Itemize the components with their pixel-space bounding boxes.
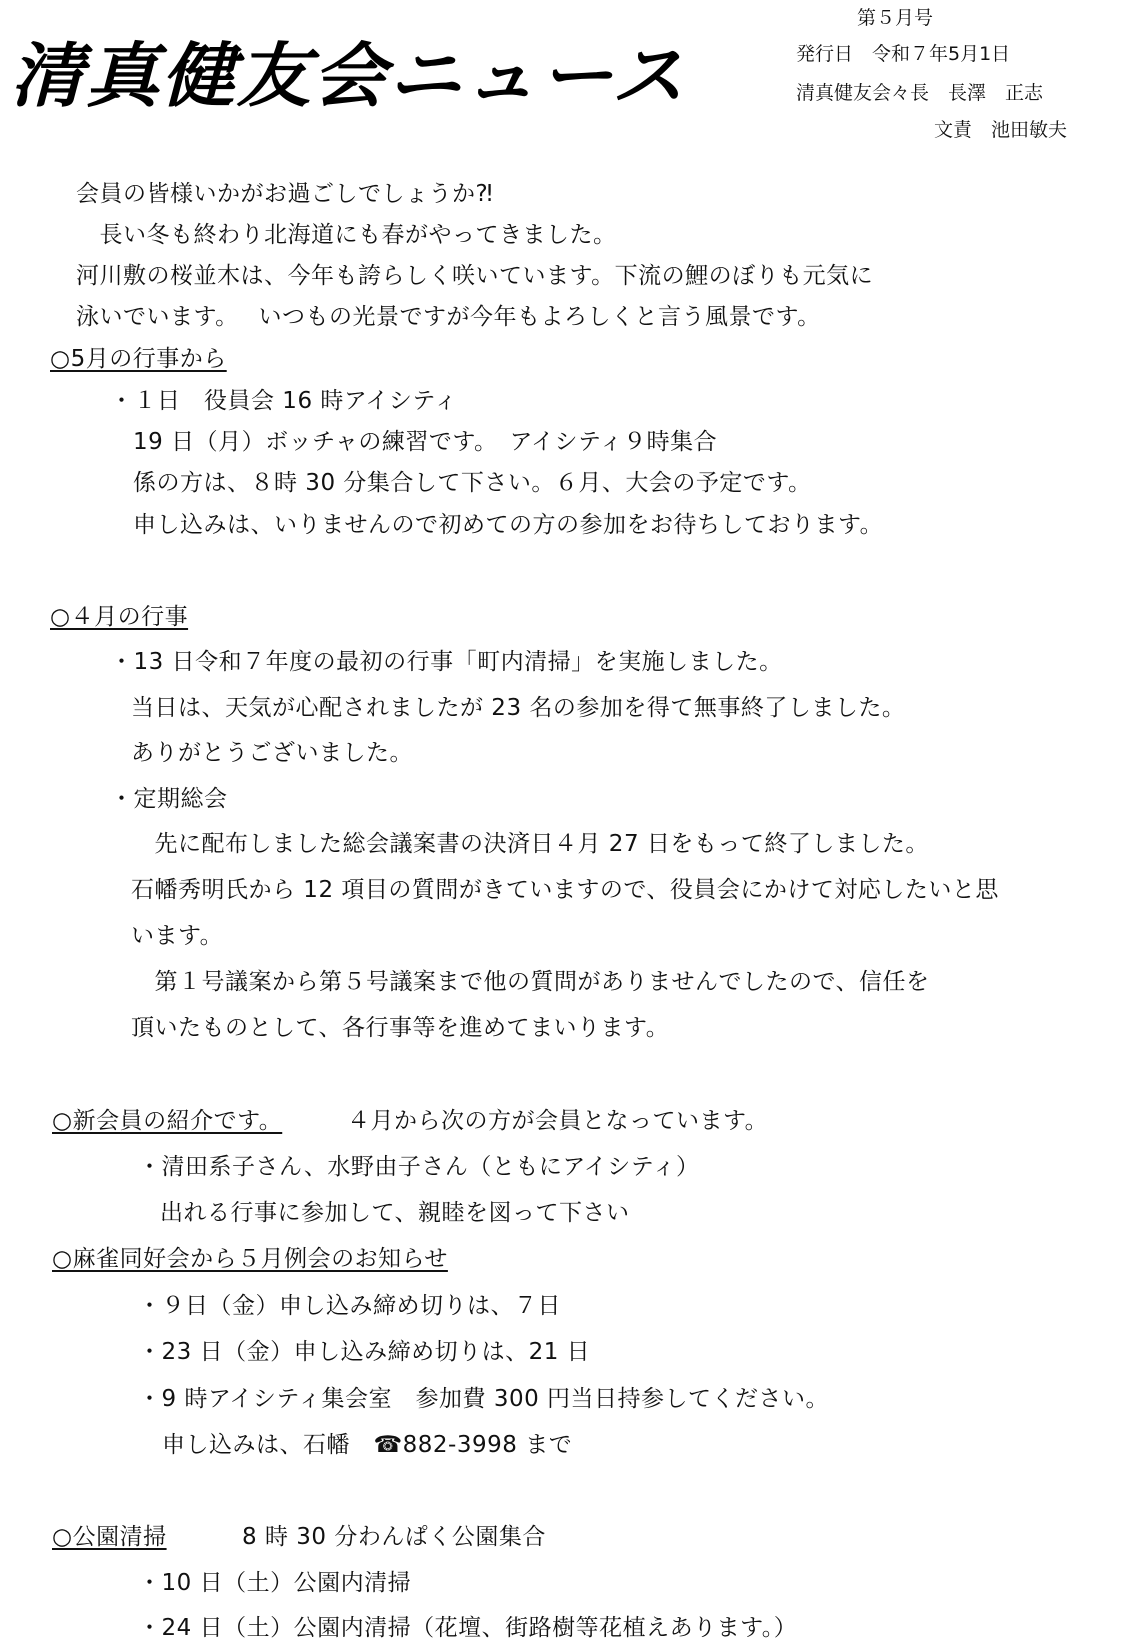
members-note: ４月から次の方が会員となっています。 xyxy=(347,1108,769,1134)
april-line: ・定期総会 xyxy=(110,786,228,812)
april-line: ・13 日令和７年度の最初の行事「町内清掃」を実施しました。 xyxy=(110,649,783,675)
members-line: 出れる行事に参加して、親睦を図って下さい xyxy=(160,1200,630,1226)
april-line: 頂いたものとして、各行事等を進めてまいります。 xyxy=(131,1015,670,1041)
intro-line: 会員の皆様いかがお過ごしでしょうか⁈ xyxy=(76,181,493,207)
section-heading-mahjong: ○麻雀同好会から５月例会のお知らせ xyxy=(52,1246,448,1272)
intro-line: 長い冬も終わり北海道にも春がやってきました。 xyxy=(76,222,617,248)
issue-number: 第５月号 xyxy=(857,7,934,29)
may-line: 申し込みは、いりませんので初めての方の参加をお待ちしております。 xyxy=(133,512,884,538)
mahjong-line: ・９日（金）申し込み締め切りは、７日 xyxy=(138,1293,561,1319)
mahjong-line: ・9 時アイシティ集会室 参加費 300 円当日持参してください。 xyxy=(138,1386,830,1412)
members-line: ・清田系子さん、水野由子さん（ともにアイシティ） xyxy=(138,1154,700,1180)
mahjong-line: 申し込みは、石幡 ☎882-3998 まで xyxy=(162,1432,573,1458)
april-line: 第１号議案から第５号議案まで他の質問がありませんでしたので、信任を xyxy=(131,969,930,995)
may-line: 19 日（月）ボッチャの練習です。 アイシティ９時集合 xyxy=(133,429,718,455)
april-line: 石幡秀明氏から 12 項目の質問がきていますので、役員会にかけて対応したいと思 xyxy=(131,877,999,903)
intro-line: 河川敷の桜並木は、今年も誇らしく咲いています。下流の鯉のぼりも元気に xyxy=(76,263,874,289)
mahjong-line: ・23 日（金）申し込み締め切りは、21 日 xyxy=(138,1339,591,1365)
april-line: 当日は、天気が心配されましたが 23 名の参加を得て無事終了しました。 xyxy=(131,695,906,721)
publish-date: 発行日 令和７年5月1日 xyxy=(796,43,1011,65)
park-line: ・24 日（土）公園内清掃（花壇、街路樹等花植えあります。） xyxy=(138,1615,798,1641)
masthead xyxy=(10,26,755,126)
editor-name: 文責 池田敏夫 xyxy=(934,119,1068,141)
intro-line: 泳いでいます。 いつもの光景ですが今年もよろしくと言う風景です。 xyxy=(76,304,821,330)
section-heading-park: ○公園清掃 xyxy=(52,1524,167,1550)
may-line: 係の方は、８時 30 分集合して下さい。６月、大会の予定です。 xyxy=(133,470,812,496)
april-line: ありがとうございました。 xyxy=(131,740,413,766)
masthead-title: 清真健友会ニュース xyxy=(10,35,687,117)
section-heading-april: ○４月の行事 xyxy=(50,604,189,630)
president-name: 清真健友会々長 長澤 正志 xyxy=(796,82,1044,104)
park-note: 8 時 30 分わんぱく公園集合 xyxy=(242,1524,546,1550)
park-line: ・10 日（土）公園内清掃 xyxy=(138,1570,412,1596)
april-line: 先に配布しました総会議案書の決済日４月 27 日をもって終了しました。 xyxy=(131,831,929,857)
section-heading-may: ○5月の行事から xyxy=(50,346,227,372)
april-line: います。 xyxy=(131,923,224,949)
may-line: ・１日 役員会 16 時アイシティ xyxy=(110,388,458,414)
section-heading-members: ○新会員の紹介です。 xyxy=(52,1108,283,1134)
